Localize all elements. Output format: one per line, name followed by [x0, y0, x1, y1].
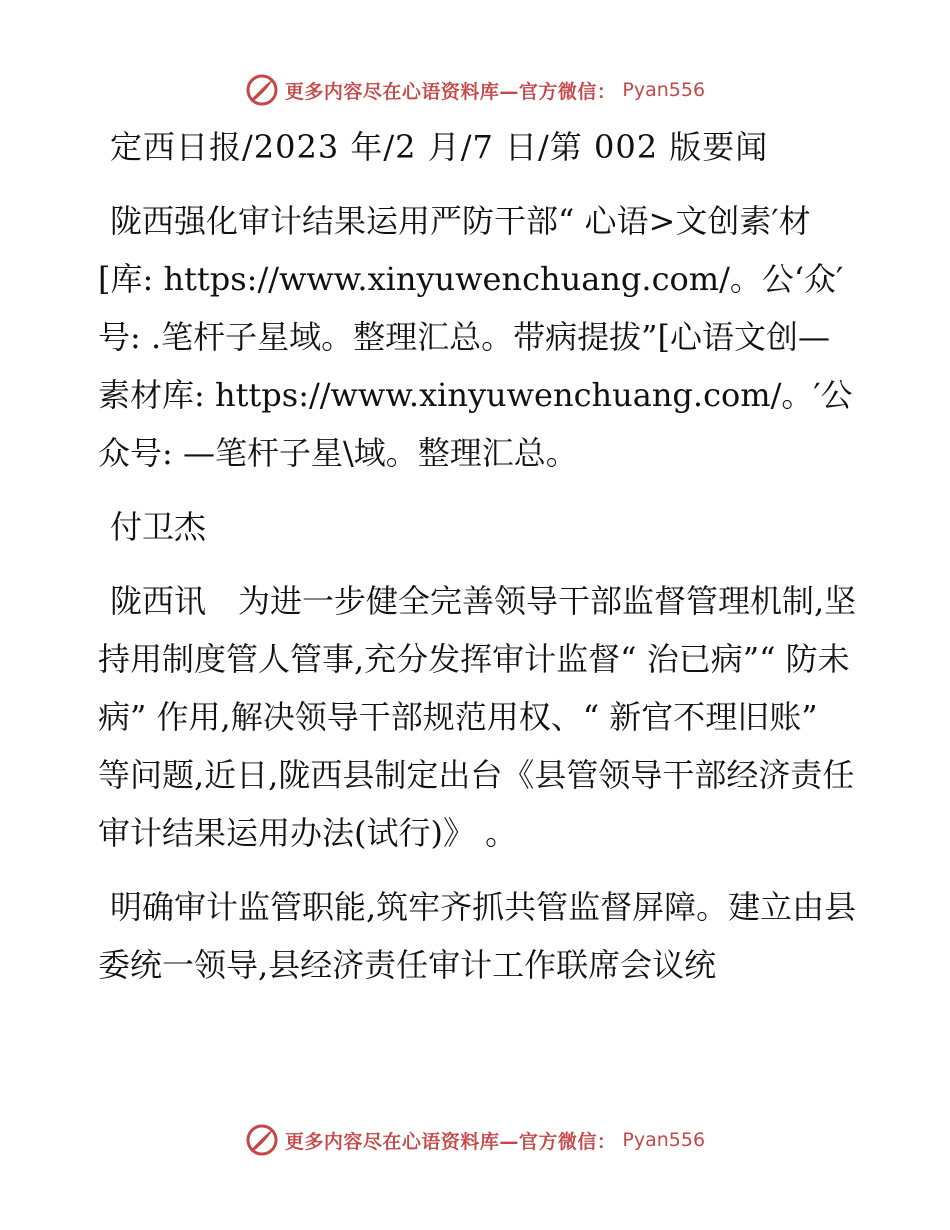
feather-logo-icon [245, 1123, 279, 1157]
watermark-banner-top [0, 70, 950, 110]
paragraph-2: 明确审计监管职能,筑牢齐抓共管监督屏障。建立由县委统一领导,县经济责任审计工作联席会议统 [98, 888, 857, 984]
watermark-text: 更多内容尽在心语资料库—官方微信： [284, 80, 617, 103]
watermark-account: Pyan556 [622, 79, 706, 101]
dateline: 定西日报/2023 年/2 月/7 日/第 002 版要闻 [110, 128, 769, 166]
headline: 陇西强化审计结果运用严防干部“ 心语>文创素′材[库: https://www.xinyuwenchuang.com/。公‘众′号: .笔杆子星域。整理汇总。带病提拔”[心语文创—素材库: https://www.xinyuwenchuang.com/。′公众号: —笔杆子星\域。整理汇总。 [98, 202, 853, 472]
watermark-text: 更多内容尽在心语资料库—官方微信： [284, 1130, 617, 1153]
author: 付卫杰 [110, 508, 207, 546]
watermark-account: Pyan556 [622, 1129, 706, 1151]
watermark-banner-bottom [0, 1120, 950, 1160]
article-body [98, 118, 858, 1010]
feather-logo-icon [245, 73, 279, 107]
paragraph-1: 陇西讯 为进一步健全完善领导干部监督管理机制,坚持用制度管人管事,充分发挥审计监督“ 治已病”“ 防未病” 作用,解决领导干部规范用权、“ 新官不理旧账” 等问题,近日,陇西县制定出台《县管领导干部经济责任审计结果运用办法(试行)》 。 [98, 582, 857, 852]
